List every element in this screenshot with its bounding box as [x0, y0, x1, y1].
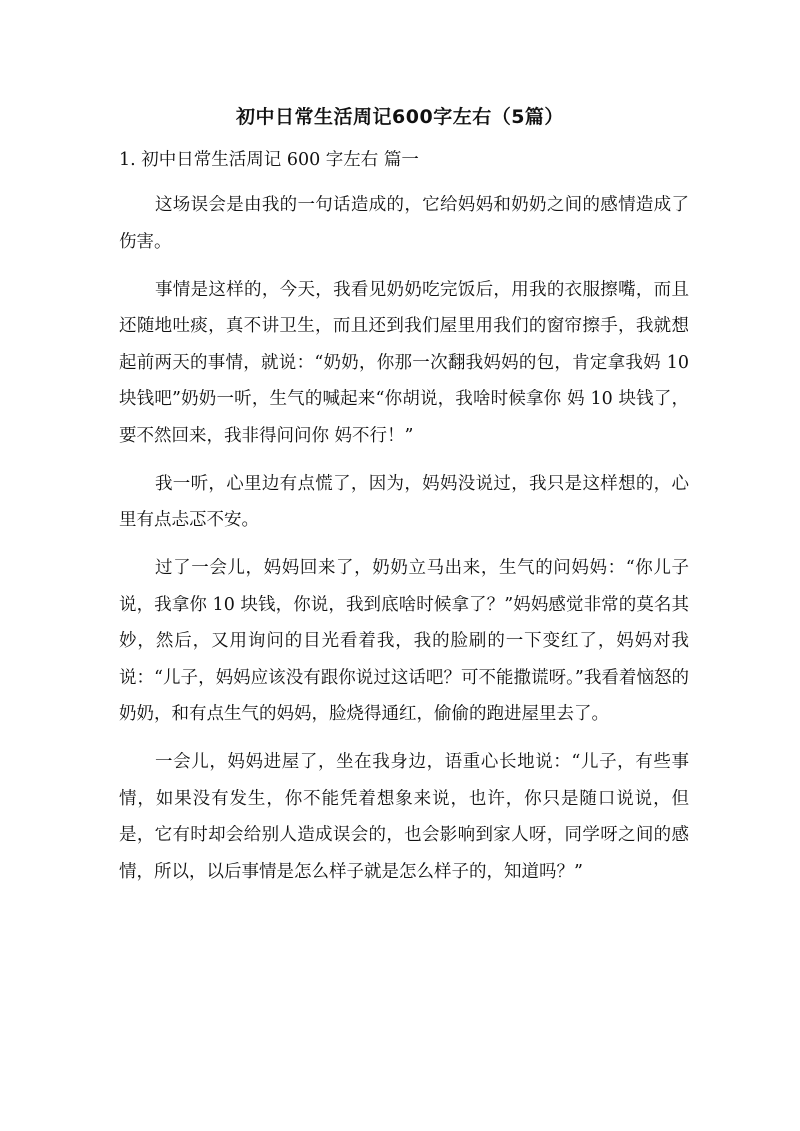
document-title: 初中日常生活周记600字左右（5篇） — [236, 106, 564, 128]
paragraph: 事情是这样的，今天，我看见奶奶吃完饭后，用我的衣服擦嘴，而且还随地吐痰，真不讲卫生，而且还到我们屋里用我们的窗帘擦手，我就想起前两天的事情，就说：“奶奶，你那一次翻我妈妈的包，肯定拿我妈 10 块钱吧”奶奶一听，生气的喊起来“你胡说，我啥时候拿你 妈 10 块钱了，要不然回来，我非得问问你 妈不行！” — [119, 279, 689, 446]
section-heading: 1. 初中日常生活周记 600 字左右 篇一 — [119, 150, 419, 170]
document-body — [119, 187, 689, 902]
paragraph: 过了一会儿，妈妈回来了，奶奶立马出来，生气的问妈妈：“你儿子说，我拿你 10 块钱，你说，我到底啥时候拿了？”妈妈感觉非常的莫名其妙，然后，又用询问的目光看着我，我的脸刷的一下变红了，妈妈对我说：“儿子，妈妈应该没有跟你说过这话吧？可不能撒谎呀。”我看着恼怒的奶奶，和有点生气的妈妈，脸烧得通红，偷偷的跑进屋里去了。 — [119, 558, 689, 724]
paragraph: 我一听，心里边有点慌了，因为，妈妈没说过，我只是这样想的，心里有点忐忑不安。 — [119, 473, 689, 530]
paragraph: 一会儿，妈妈进屋了，坐在我身边，语重心长地说：“儿子，有些事情，如果没有发生，你不能凭着想象来说，也许，你只是随口说说，但是，它有时却会给别人造成误会的，也会影响到家人呀，同学呀之间的感情，所以，以后事情是怎么样子就是怎么样子的，知道吗？” — [119, 752, 689, 882]
paragraph: 这场误会是由我的一句话造成的，它给妈妈和奶奶之间的感情造成了伤害。 — [119, 195, 689, 252]
